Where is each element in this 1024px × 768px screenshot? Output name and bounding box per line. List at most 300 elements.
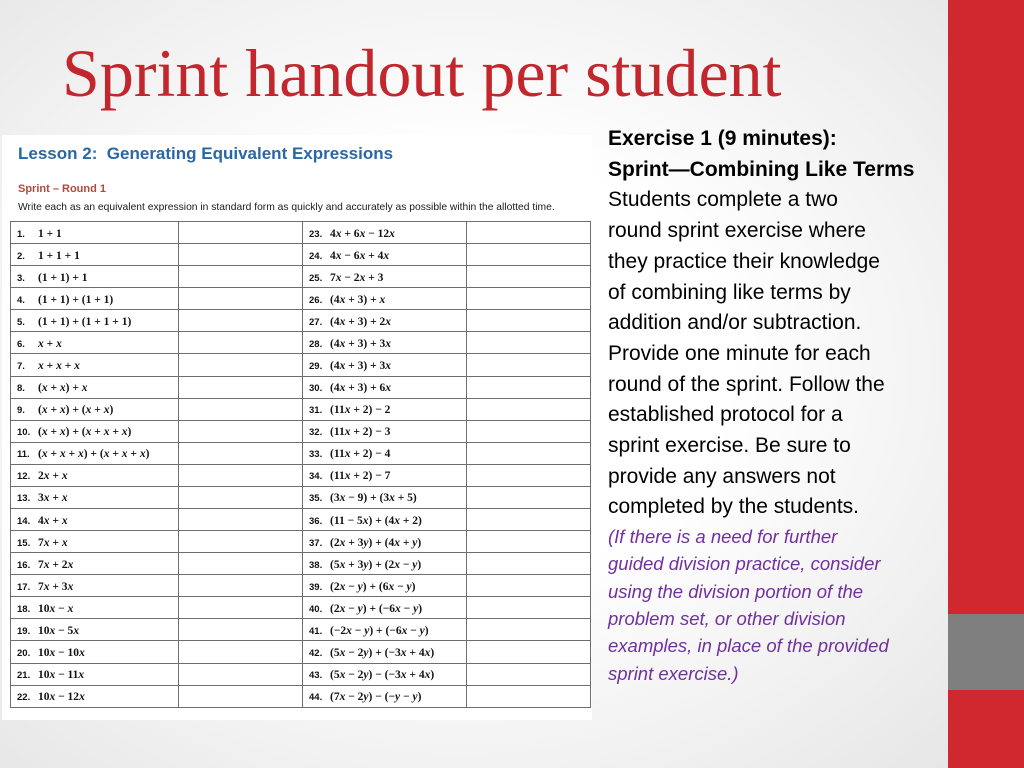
problem-cell (303, 266, 467, 288)
variable: x (362, 514, 369, 527)
round-label: Sprint – Round 1 (18, 183, 106, 195)
problem-cell (11, 619, 179, 641)
variable: x (77, 448, 84, 461)
variable: x (344, 426, 351, 439)
problem-cell (303, 641, 467, 663)
problem-number: 42. (309, 648, 323, 660)
problem-expression: 10x − 11x (38, 669, 85, 682)
note-line: guided division practice, consider (608, 553, 881, 575)
variable: y (363, 647, 369, 660)
sprint-row (11, 509, 591, 531)
problem-number: 30. (309, 383, 323, 395)
sprint-row (11, 531, 591, 553)
variable: y (357, 580, 363, 593)
problem-cell (303, 222, 467, 244)
problem-cell (11, 442, 179, 464)
variable: x (73, 624, 80, 637)
variable: x (394, 514, 400, 527)
problem-expression: x + x (38, 337, 62, 350)
problem-expression: (x + x) + x (38, 382, 88, 395)
answer-cell (179, 222, 303, 244)
problem-number: 25. (309, 272, 323, 284)
problem-expression: 4x + x (38, 514, 68, 527)
variable: x (400, 647, 407, 660)
sprint-table (10, 221, 591, 708)
sprint-row (11, 663, 591, 685)
problem-number: 33. (309, 449, 323, 461)
sprint-row (11, 442, 591, 464)
answer-cell (467, 288, 591, 310)
problem-expression: (4x + 3) + 3x (330, 360, 392, 372)
problem-cell (11, 332, 179, 354)
problem-expression: (1 + 1) + (1 + 1) (38, 293, 114, 306)
problem-expression: (11x + 2) − 2 (330, 404, 391, 417)
variable: x (43, 492, 50, 505)
problem-expression: (x + x) + (x + x + x) (38, 426, 132, 439)
answer-cell (467, 641, 591, 663)
answer-cell (179, 288, 303, 310)
problem-number: 10. (17, 427, 31, 439)
problem-expression: (−2x − y) + (−6x − y) (330, 624, 429, 637)
variable: x (49, 602, 56, 615)
variable: y (419, 624, 425, 637)
answer-cell (179, 442, 303, 464)
problem-number: 8. (17, 383, 25, 395)
answer-cell (467, 486, 591, 508)
problem-number: 9. (17, 405, 25, 417)
problem-number: 40. (309, 603, 323, 615)
answer-cell (467, 354, 591, 376)
problem-number: 17. (17, 581, 31, 593)
slide-title: Sprint handout per student (62, 35, 782, 111)
problem-cell (303, 575, 467, 597)
problem-expression: (x + x + x) + (x + x + x) (38, 448, 150, 461)
worksheet-instructions: Write each as an equivalent expression in standard form as quickly and accurately as possible within the allotted time. (18, 202, 555, 213)
problem-number: 27. (309, 316, 323, 328)
variable: x (335, 271, 342, 284)
sprint-row (11, 597, 591, 619)
sprint-row (11, 553, 591, 575)
note-line: examples, in place of the provided (608, 635, 889, 657)
problem-number: 35. (309, 493, 323, 505)
variable: x (41, 448, 48, 461)
body-line: sprint exercise. Be sure to (608, 434, 851, 458)
problem-cell (303, 420, 467, 442)
sprint-table-body (11, 222, 591, 708)
problem-number: 39. (309, 581, 323, 593)
problem-expression: (11 − 5x) + (4x + 2) (330, 514, 422, 527)
problem-number: 29. (309, 361, 323, 372)
variable: x (85, 404, 92, 417)
variable: x (78, 669, 85, 682)
answer-cell (467, 398, 591, 420)
variable: x (43, 470, 50, 483)
variable: x (56, 360, 62, 372)
problem-expression: 10x − 5x (38, 624, 80, 637)
body-line: provide any answers not (608, 464, 836, 488)
variable: x (61, 492, 68, 505)
variable: x (394, 536, 400, 549)
problem-cell (303, 486, 467, 508)
problem-cell (303, 685, 467, 707)
problem-cell (303, 310, 467, 332)
variable: x (346, 624, 352, 637)
answer-cell (467, 464, 591, 486)
answer-cell (179, 575, 303, 597)
variable: x (424, 669, 431, 682)
problem-cell (11, 597, 179, 619)
variable: x (38, 337, 44, 350)
variable: x (388, 580, 395, 593)
problem-expression: (3x − 9) + (3x + 5) (330, 492, 417, 505)
problem-expression: (4x + 3) + 3x (330, 337, 392, 350)
variable: x (383, 249, 390, 262)
answer-cell (467, 266, 591, 288)
variable: x (339, 360, 346, 372)
answer-cell (179, 376, 303, 398)
variable: x (61, 514, 68, 527)
problem-number: 41. (309, 625, 323, 637)
problem-number: 14. (17, 515, 31, 527)
variable: x (41, 426, 48, 439)
answer-cell (179, 531, 303, 553)
variable: x (41, 404, 48, 417)
answer-cell (467, 244, 591, 266)
problem-number: 32. (309, 427, 323, 439)
variable: x (389, 492, 395, 505)
variable: x (85, 426, 92, 439)
worksheet-image (2, 135, 592, 720)
note-line: problem set, or other division (608, 608, 846, 630)
variable: x (49, 624, 56, 637)
problem-expression: (1 + 1) + 1 (38, 271, 88, 284)
problem-cell (303, 442, 467, 464)
problem-expression: (4x + 3) + 6x (330, 382, 392, 395)
answer-cell (467, 420, 591, 442)
problem-cell (11, 222, 179, 244)
problem-cell (11, 575, 179, 597)
problem-cell (11, 531, 179, 553)
variable: x (339, 492, 346, 505)
answer-cell (467, 332, 591, 354)
problem-cell (11, 464, 179, 486)
variable: x (339, 602, 346, 615)
problem-number: 28. (309, 338, 323, 350)
variable: y (412, 536, 418, 549)
sprint-row (11, 310, 591, 332)
variable: x (49, 647, 56, 660)
variable: x (339, 691, 346, 704)
variable: x (121, 448, 128, 461)
variable: x (43, 580, 50, 593)
variable: y (363, 669, 369, 682)
variable: x (335, 227, 342, 240)
problem-expression: 7x + x (38, 536, 68, 549)
sprint-row (11, 486, 591, 508)
answer-cell (467, 222, 591, 244)
problem-expression: (2x + 3y) + (4x + y) (330, 536, 422, 549)
variable: x (43, 558, 50, 571)
problem-cell (303, 531, 467, 553)
variable: x (67, 602, 74, 615)
lesson-title: Lesson 2: Generating Equivalent Expressions (18, 144, 394, 163)
variable: x (339, 293, 346, 306)
variable: x (339, 647, 346, 660)
sprint-row (11, 641, 591, 663)
variable: x (74, 360, 80, 372)
variable: x (59, 404, 66, 417)
problem-cell (11, 398, 179, 420)
problem-number: 31. (309, 405, 323, 417)
variable: x (339, 337, 346, 350)
answer-cell (467, 442, 591, 464)
exercise-subheading: Sprint—Combining Like Terms (608, 157, 915, 181)
variable: x (339, 382, 346, 395)
problem-expression: 10x − x (38, 602, 74, 615)
problem-cell (303, 464, 467, 486)
problem-cell (11, 509, 179, 531)
problem-number: 44. (309, 692, 323, 704)
variable: x (389, 227, 395, 240)
sprint-row (11, 685, 591, 707)
problem-expression: 7x − 2x + 3 (330, 271, 384, 284)
answer-cell (179, 354, 303, 376)
variable: x (121, 426, 128, 439)
variable: x (339, 669, 346, 682)
variable: y (363, 691, 369, 704)
variable: y (364, 624, 370, 637)
variable: x (79, 647, 85, 660)
body-line: they practice their knowledge (608, 249, 880, 273)
answer-cell (179, 398, 303, 420)
variable: x (385, 337, 392, 350)
problem-cell (303, 663, 467, 685)
variable: x (81, 382, 88, 395)
problem-cell (303, 597, 467, 619)
problem-number: 37. (309, 537, 323, 549)
sprint-row (11, 222, 591, 244)
problem-cell (11, 376, 179, 398)
variable: x (49, 669, 56, 682)
variable: x (49, 691, 56, 704)
problem-number: 24. (309, 250, 323, 262)
variable: x (61, 470, 68, 483)
problem-expression: x + x + x (38, 360, 80, 372)
variable: x (103, 448, 110, 461)
problem-number: 15. (17, 537, 31, 549)
problem-cell (303, 553, 467, 575)
variable: x (103, 404, 110, 417)
problem-number: 1. (17, 228, 25, 240)
problem-expression: (11x + 2) − 7 (330, 470, 391, 483)
sprint-row (11, 376, 591, 398)
sprint-row (11, 288, 591, 310)
answer-cell (179, 486, 303, 508)
problem-expression: (4x + 3) + 2x (330, 315, 392, 328)
variable: x (38, 360, 44, 372)
variable: x (59, 448, 66, 461)
problem-expression: 4x − 6x + 4x (330, 249, 390, 262)
sprint-row (11, 398, 591, 420)
problem-cell (303, 332, 467, 354)
answer-cell (179, 244, 303, 266)
variable: x (385, 360, 392, 372)
variable: x (79, 691, 85, 704)
sprint-row (11, 266, 591, 288)
variable: x (139, 448, 146, 461)
variable: y (357, 602, 363, 615)
variable: y (363, 536, 369, 549)
variable: x (43, 514, 50, 527)
problem-expression: 3x + x (38, 492, 68, 505)
answer-cell (467, 553, 591, 575)
variable: x (339, 315, 346, 328)
problem-number: 19. (17, 625, 31, 637)
answer-cell (467, 509, 591, 531)
problem-cell (11, 288, 179, 310)
variable: y (412, 558, 418, 571)
problem-expression: (1 + 1) + (1 + 1 + 1) (38, 315, 132, 328)
problem-number: 22. (17, 692, 31, 704)
problem-expression: 10x − 12x (38, 691, 85, 704)
body-line: round of the sprint. Follow the (608, 372, 885, 396)
answer-cell (467, 531, 591, 553)
problem-expression: 1 + 1 + 1 (38, 249, 80, 262)
variable: x (400, 669, 407, 682)
problem-cell (11, 641, 179, 663)
variable: x (339, 558, 346, 571)
variable: y (363, 558, 369, 571)
variable: x (359, 227, 366, 240)
problem-number: 34. (309, 471, 323, 483)
problem-cell (303, 619, 467, 641)
variable: x (401, 624, 408, 637)
sprint-row (11, 619, 591, 641)
problem-number: 23. (309, 228, 323, 240)
problem-expression: (x + x) + (x + x) (38, 404, 114, 417)
problem-number: 18. (17, 603, 31, 615)
problem-cell (11, 244, 179, 266)
variable: x (56, 337, 62, 350)
accent-block (948, 614, 1024, 690)
sprint-row (11, 464, 591, 486)
problem-number: 13. (17, 493, 31, 505)
variable: x (394, 558, 400, 571)
problem-number: 38. (309, 559, 323, 571)
answer-cell (467, 575, 591, 597)
problem-number: 20. (17, 648, 31, 660)
problem-cell (11, 486, 179, 508)
problem-number: 43. (309, 670, 323, 682)
variable: x (344, 404, 351, 417)
sprint-row (11, 420, 591, 442)
exercise-heading: Exercise 1 (9 minutes): (608, 127, 837, 150)
body-line: Provide one minute for each (608, 341, 871, 365)
variable: x (395, 602, 401, 615)
answer-cell (179, 266, 303, 288)
problem-number: 16. (17, 559, 31, 571)
exercise-notes (608, 124, 944, 687)
answer-cell (179, 685, 303, 707)
answer-cell (467, 310, 591, 332)
problem-expression: 1 + 1 (38, 227, 62, 240)
problem-expression: (5x − 2y) − (−3x + 4x) (330, 669, 435, 682)
answer-cell (467, 597, 591, 619)
problem-number: 5. (17, 316, 25, 328)
problem-number: 21. (17, 670, 31, 682)
problem-cell (11, 354, 179, 376)
note-line: sprint exercise.) (608, 662, 739, 684)
problem-expression: 7x + 2x (38, 558, 74, 571)
problem-expression: 10x − 10x (38, 647, 85, 660)
variable: y (406, 580, 412, 593)
problem-expression: 7x + 3x (38, 580, 74, 593)
problem-cell (11, 663, 179, 685)
body-line: addition and/or subtraction. (608, 311, 862, 335)
answer-cell (467, 619, 591, 641)
body-line: established protocol for a (608, 403, 843, 427)
variable: x (61, 536, 68, 549)
answer-cell (179, 553, 303, 575)
variable: x (385, 382, 392, 395)
body-line: of combining like terms by (608, 280, 851, 304)
problem-cell (303, 376, 467, 398)
problem-number: 6. (17, 338, 25, 350)
problem-cell (11, 266, 179, 288)
problem-expression: (7x − 2y) − (−y − y) (330, 691, 422, 704)
problem-expression: (2x − y) + (−6x − y) (330, 602, 423, 615)
answer-cell (179, 464, 303, 486)
problem-cell (11, 420, 179, 442)
answer-cell (467, 663, 591, 685)
answer-cell (467, 376, 591, 398)
problem-expression: 4x + 6x − 12x (330, 227, 395, 240)
variable: x (379, 293, 386, 306)
variable: x (339, 536, 346, 549)
problem-expression: (11x + 2) − 4 (330, 448, 391, 461)
variable: y (395, 691, 401, 704)
problem-expression: (11x + 2) − 3 (330, 426, 391, 439)
note-line: using the division portion of the (608, 580, 864, 602)
answer-cell (179, 310, 303, 332)
problem-cell (11, 553, 179, 575)
answer-cell (179, 597, 303, 619)
body-line: round sprint exercise where (608, 219, 866, 243)
note-line: (If there is a need for further (608, 526, 838, 548)
variable: x (344, 448, 351, 461)
answer-cell (179, 332, 303, 354)
variable: x (359, 249, 366, 262)
answer-cell (179, 641, 303, 663)
problem-cell (303, 509, 467, 531)
variable: x (103, 426, 110, 439)
variable: x (339, 580, 346, 593)
sprint-row (11, 354, 591, 376)
problem-number: 4. (17, 294, 25, 306)
variable: x (359, 271, 366, 284)
problem-expression: (4x + 3) + x (330, 293, 386, 306)
problem-number: 3. (17, 272, 25, 284)
body-line: completed by the students. (608, 495, 859, 519)
sprint-row (11, 575, 591, 597)
problem-number: 11. (17, 449, 30, 461)
problem-number: 2. (17, 250, 25, 262)
problem-cell (303, 244, 467, 266)
answer-cell (179, 619, 303, 641)
variable: x (67, 580, 74, 593)
problem-cell (303, 288, 467, 310)
variable: x (385, 315, 392, 328)
